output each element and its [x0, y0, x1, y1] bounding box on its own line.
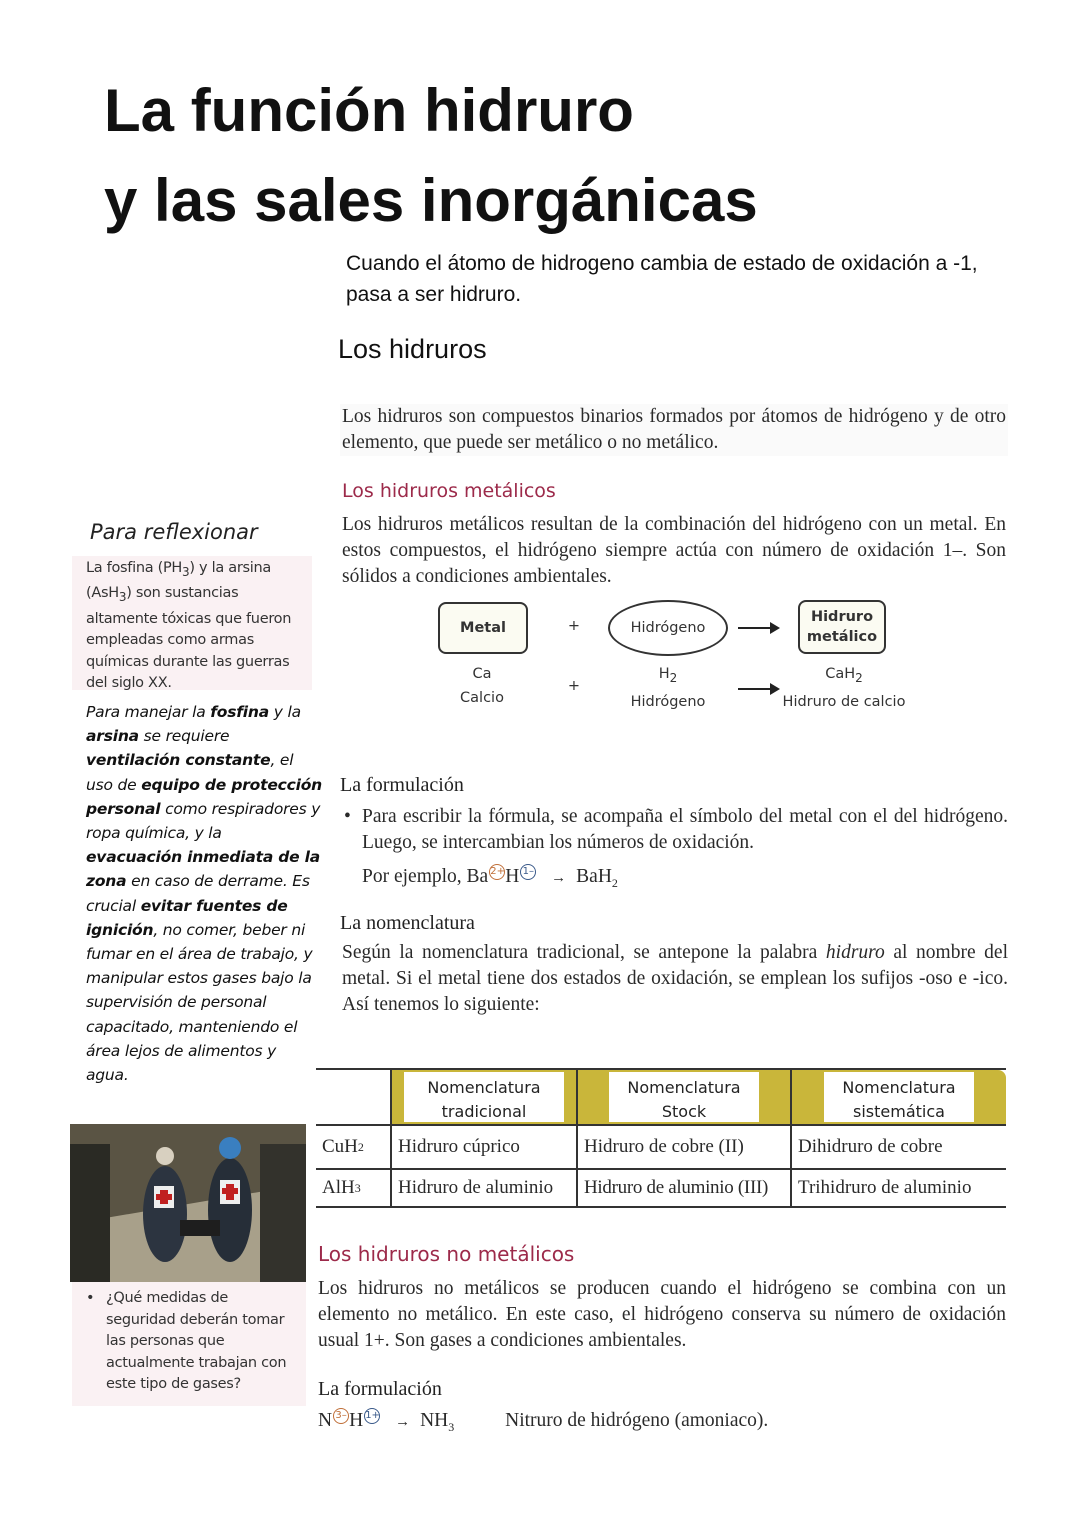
title-line-2: y las sales inorgánicas — [104, 167, 758, 234]
nonmetallic-heading: Los hidruros no metálicos — [318, 1242, 575, 1266]
safety-emphasis: ventilación constante — [86, 751, 271, 770]
nomenclature-text: Según la nomenclatura tradicional, se antepone la palabra — [342, 942, 826, 963]
table-header-cell — [790, 1070, 1006, 1124]
safety-emphasis: evacuación inmediata de la zona — [86, 848, 321, 891]
arrow-icon — [738, 627, 778, 629]
nonmetallic-body: Los hidruros no metálicos se producen cuando el hidrógeno se combina con un elemento no metálico. En este caso, el hidrógeno conserva su número de oxidación usual 1+. Son gases a condiciones ambientales. — [318, 1278, 1006, 1351]
plus-sign-example: + — [567, 678, 581, 694]
formulation-heading: La formulación — [340, 774, 464, 796]
safety-emphasis: equipo de protección personal — [86, 775, 323, 818]
result-formula: NH — [420, 1410, 449, 1431]
result-subscript: 2 — [611, 875, 618, 890]
question-text: ¿Qué medidas de seguridad deberán tomar las personas que actualmente trabajan con este tipo de gases? — [106, 1290, 287, 1392]
rescue-workers-photo — [70, 1124, 306, 1282]
header-line2: Stock — [661, 1102, 707, 1121]
fact-text: ) son sustancias altamente tóxicas que fueron empleadas como armas químicas durante las guerras del siglo XX. — [86, 585, 292, 692]
header-label — [609, 1072, 759, 1122]
section-heading: Los hidruros — [338, 334, 487, 364]
safety-text: , el uso de — [86, 751, 294, 794]
cah-symbol: CaH — [825, 666, 856, 682]
table-cell: Hidruro de aluminio — [390, 1170, 576, 1206]
oxidation-circle-icon: 2+ — [489, 864, 505, 880]
formulation-bullet-text: Para escribir la fórmula, se acompaña el símbolo del metal con el del hidrógeno. Luego, se intercambian los números de oxidación. — [362, 806, 1008, 853]
formula: CuH — [322, 1136, 358, 1157]
photo-illustration-icon — [70, 1124, 306, 1282]
fact-subscript: 3 — [182, 564, 190, 579]
sidebar-question-box — [72, 1282, 306, 1406]
h-symbol: H — [349, 1410, 364, 1431]
safety-emphasis: fosfina — [210, 703, 270, 721]
example-result — [774, 662, 914, 714]
example-result-name: Hidruro de calcio — [782, 693, 906, 710]
safety-text: se requiere — [138, 727, 230, 746]
table-cell: Hidruro de cobre (II) — [576, 1126, 790, 1168]
nomenclature-heading: La nomenclatura — [340, 912, 475, 934]
table-header-cell — [390, 1070, 576, 1124]
formula-cell — [316, 1170, 390, 1206]
safety-emphasis: arsina — [86, 727, 139, 746]
example-result-symbol — [774, 662, 914, 690]
nomenclature-text-cont: al nombre del metal. Si el metal tiene dos estados de oxidación, se emplean los sufijos -oso e -ico. Así tenemos lo siguiente: — [342, 942, 1008, 1015]
header-line1: Nomenclatura — [842, 1078, 956, 1097]
bullet-icon: • — [344, 806, 351, 827]
header-line1: Nomenclatura — [427, 1078, 541, 1097]
safety-text: Para manejar la — [86, 703, 211, 721]
corner-cell — [316, 1070, 390, 1124]
table-cell: Trihidruro de aluminio — [790, 1170, 1006, 1206]
header-label — [404, 1072, 564, 1122]
metallic-heading: Los hidruros metálicos — [342, 480, 556, 502]
formula-subscript: 2 — [357, 1139, 364, 1154]
n-symbol: N — [318, 1410, 333, 1431]
result-label-line1: Hidruro — [810, 609, 874, 625]
header-line1: Nomenclatura — [627, 1078, 741, 1097]
table-cell: Hidruro cúprico — [390, 1126, 576, 1168]
nomenclature-table — [316, 1068, 1006, 1208]
example-hydrogen-name: Hidrógeno — [630, 693, 706, 710]
formula-cell — [316, 1126, 390, 1168]
safety-text: y la — [269, 703, 301, 721]
result-label — [807, 607, 877, 647]
example-metal-name: Calcio — [460, 690, 504, 706]
safety-text: como respiradores y ropa química, y la — [86, 799, 321, 843]
result-label-line2: metálico — [806, 629, 878, 645]
table-cell: Hidruro de aluminio (III) — [576, 1170, 790, 1206]
result-box — [798, 600, 886, 654]
bullet-icon: • — [86, 1290, 95, 1306]
oxidation-circle-icon: 1– — [520, 864, 536, 880]
arrow-icon: → — [551, 870, 567, 886]
arrow-icon: → — [395, 1414, 411, 1430]
nonmetallic-formulation-heading: La formulación — [318, 1378, 442, 1400]
safety-emphasis: evitar fuentes de ignición — [86, 896, 288, 939]
safety-text: en caso de derrame. Es crucial — [86, 872, 310, 915]
result-formula: BaH — [576, 866, 612, 887]
page-title — [104, 66, 1004, 246]
fact-subscript: 3 — [118, 590, 127, 605]
cah-subscript: 2 — [855, 670, 863, 685]
h-symbol: H — [505, 866, 520, 887]
hydrogen-label: Hidrógeno — [630, 620, 706, 636]
safety-text: , no comer, beber ni fumar en el área de trabajo, y manipular estos gases bajo la supervisión de personal capacitado, manteniendo el área lejos de alimentos y agua. — [86, 920, 313, 1085]
header-label — [824, 1072, 974, 1122]
h-subscript: 2 — [669, 670, 678, 685]
metal-label: Metal — [460, 620, 506, 636]
example-metal — [430, 662, 534, 710]
oxidation-circle-icon: 3– — [333, 1408, 349, 1424]
header-line2: sistemática — [853, 1102, 945, 1121]
example-hydrogen-symbol — [608, 662, 728, 690]
fact-text: La fosfina (PH — [86, 560, 183, 576]
table-header-row — [316, 1068, 1006, 1124]
example-metal-symbol: Ca — [472, 666, 492, 682]
table-header-cell — [576, 1070, 790, 1124]
arrow-icon — [738, 688, 778, 690]
result-subscript: 3 — [448, 1419, 455, 1434]
formula-subscript: 3 — [354, 1180, 361, 1195]
table-row — [316, 1124, 1006, 1168]
reaction-diagram — [430, 596, 920, 716]
formulation-example — [362, 864, 618, 896]
plus-sign: + — [567, 618, 581, 634]
header-line2: tradicional — [441, 1102, 527, 1121]
title-line-1: La función hidruro — [104, 77, 634, 144]
example-prefix: Por ejemplo, Ba — [362, 866, 489, 887]
metal-box — [438, 602, 528, 654]
oxidation-circle-icon: 1+ — [364, 1408, 380, 1424]
definition-paragraph: Los hidruros son compuestos binarios formados por átomos de hidrógeno y de otro elemento, que puede ser metálico o no metálico. — [340, 404, 1008, 456]
nomenclature-body — [342, 940, 1008, 1018]
safety-note — [86, 700, 322, 1087]
compound-name: Nitruro de hidrógeno (amoniaco). — [505, 1410, 769, 1431]
table-cell: Dihidruro de cobre — [790, 1126, 1006, 1168]
formulation-bullet — [344, 804, 1008, 856]
emphasis-word: hidruro — [825, 942, 885, 963]
example-hydrogen — [608, 662, 728, 714]
formula: AlH — [322, 1177, 355, 1198]
h-symbol: H — [658, 666, 670, 682]
sidebar-title: Para reflexionar — [90, 520, 258, 544]
sidebar-fact-box — [72, 556, 312, 690]
hydrogen-ellipse — [608, 600, 728, 656]
intro-paragraph: Cuando el átomo de hidrogeno cambia de estado de oxidación a -1, pasa a ser hidruro. — [346, 252, 978, 306]
nonmetallic-formula — [318, 1408, 918, 1440]
table-row — [316, 1168, 1006, 1208]
fact-text: ) y la arsina (AsH — [86, 560, 271, 602]
metallic-body: Los hidruros metálicos resultan de la combinación del hidrógeno con un metal. En estos compuestos, el hidrógeno siempre actúa con número de oxidación 1–. Son sólidos a condiciones ambientales. — [342, 514, 1006, 587]
